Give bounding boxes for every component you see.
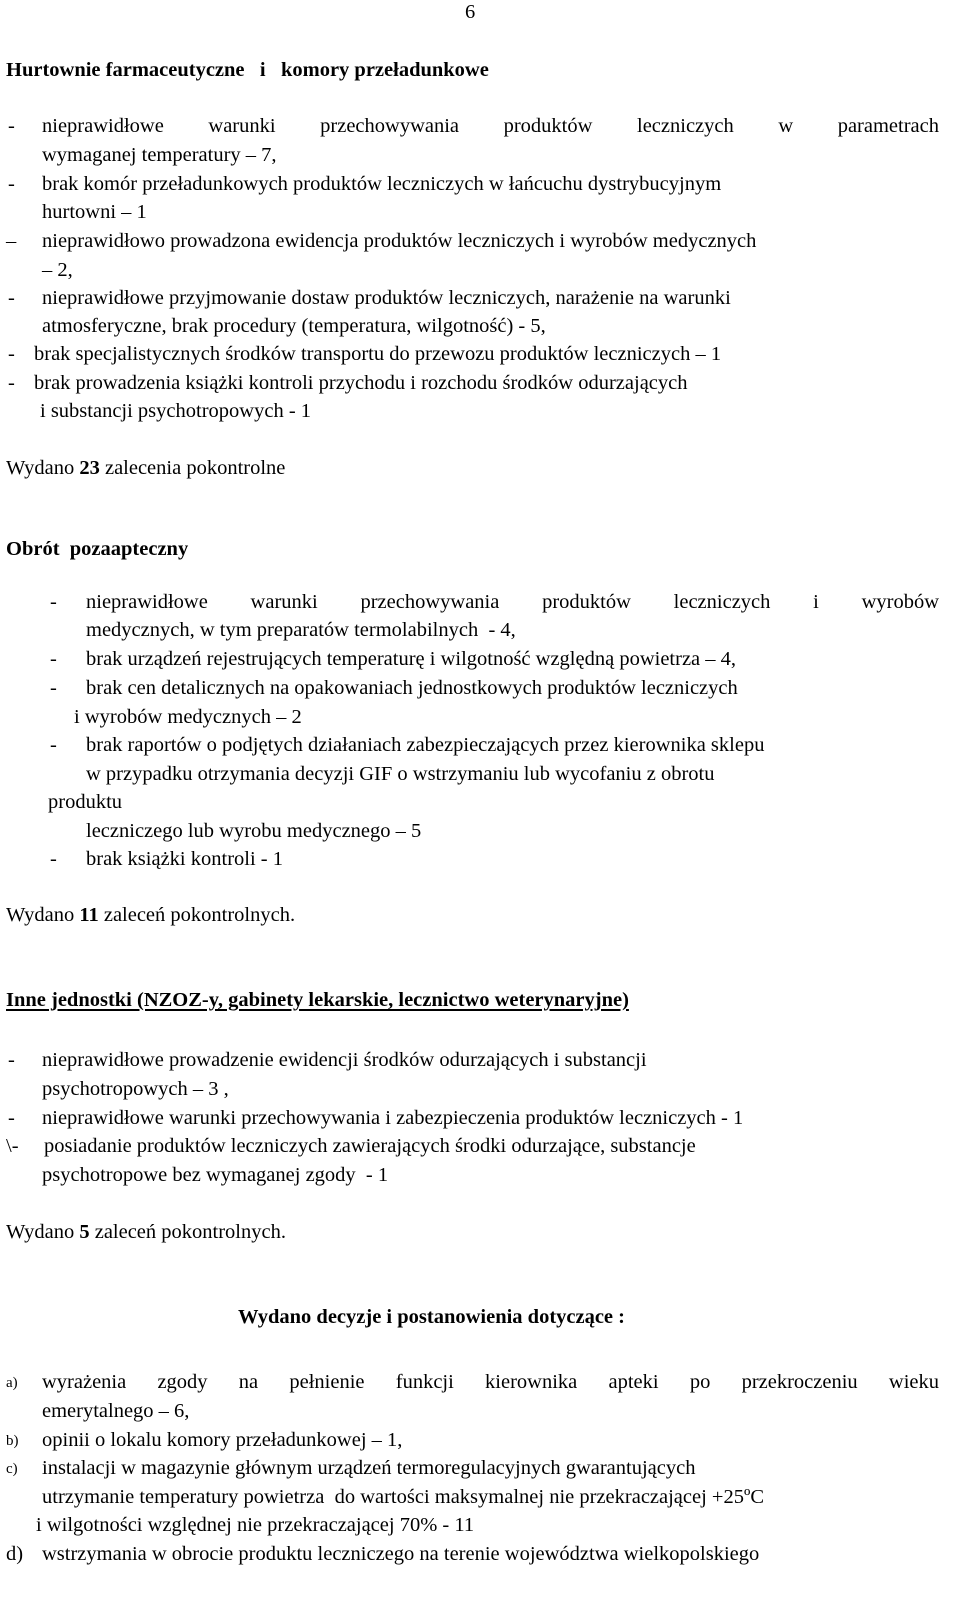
list-item-text: hurtowni – 1	[42, 201, 147, 223]
list-item-text: leczniczego lub wyrobu medycznego – 5	[86, 820, 422, 842]
section-heading-decisions: Wydano decyzje i postanowienia dotyczące :	[238, 1306, 625, 1328]
list-item-dash: -	[8, 1107, 15, 1129]
list-item-text: nieprawidłowe warunki przechowywania i zabezpieczenia produktów leczniczych - 1	[42, 1107, 744, 1129]
list-item-text: brak komór przeładunkowych produktów leczniczych w łańcuchu dystrybucyjnym	[42, 173, 722, 195]
summary-line	[6, 456, 285, 480]
list-item-text: brak prowadzenia książki kontroli przychodu i rozchodu środków odurzających	[34, 372, 688, 394]
list-item-text: atmosferyczne, brak procedury (temperatura, wilgotność) - 5,	[42, 315, 546, 337]
list-item-dash: -	[50, 848, 57, 870]
list-item-text: posiadanie produktów leczniczych zawierających środki odurzające, substancje	[44, 1135, 696, 1157]
list-item-text: nieprawidłowe przyjmowanie dostaw produktów leczniczych, narażenie na warunki	[42, 287, 731, 309]
list-item-text: wyrażenia zgody na pełnienie funkcji kierownika apteki po przekroczeniu wieku	[42, 1371, 939, 1393]
list-item-text: medycznych, w tym preparatów termolabilnych - 4,	[86, 619, 516, 641]
list-item-marker: c)	[6, 1461, 18, 1477]
summary-line	[6, 1220, 286, 1244]
list-item-text: nieprawidłowe warunki przechowywania produktów leczniczych i wyrobów	[86, 591, 939, 613]
list-item-text: – 2,	[42, 259, 73, 281]
list-item-text: opinii o lokalu komory przeładunkowej – 1,	[42, 1429, 403, 1451]
list-item-text: utrzymanie temperatury powietrza do wartości maksymalnej nie przekraczającej +25ºC	[42, 1486, 765, 1508]
summary-prefix: Wydano	[6, 904, 80, 926]
list-item-dash: -	[50, 591, 57, 613]
list-item-dash: -	[50, 677, 57, 699]
summary-line	[6, 903, 295, 927]
summary-count: 23	[79, 457, 100, 479]
list-item-text: psychotropowe bez wymaganej zgody - 1	[42, 1164, 389, 1186]
list-item-marker: a)	[6, 1375, 18, 1391]
list-item-text: emerytalnego – 6,	[42, 1400, 190, 1422]
list-item-text: w przypadku otrzymania decyzji GIF o wstrzymaniu lub wycofaniu z obrotu	[86, 763, 715, 785]
list-item-text: i wilgotności względnej nie przekraczającej 70% - 11	[36, 1514, 475, 1536]
list-item-text: brak raportów o podjętych działaniach zabezpieczających przez kierownika sklepu	[86, 734, 765, 756]
list-item-dash: -	[50, 648, 57, 670]
list-item-dash: \-	[6, 1135, 19, 1157]
list-item-text: produktu	[48, 791, 123, 813]
list-item-dash: -	[8, 343, 15, 365]
summary-count: 11	[79, 904, 99, 926]
list-item-dash: -	[8, 173, 15, 195]
list-item-text: nieprawidłowo prowadzona ewidencja produktów leczniczych i wyrobów medycznych	[42, 230, 757, 252]
summary-suffix: zaleceń pokontrolnych.	[89, 1221, 286, 1243]
list-item-text: i substancji psychotropowych - 1	[40, 400, 312, 422]
list-item-text: instalacji w magazynie głównym urządzeń termoregulacyjnych gwarantujących	[42, 1457, 696, 1479]
summary-prefix: Wydano	[6, 457, 80, 479]
list-item-text: brak cen detalicznych na opakowaniach jednostkowych produktów leczniczych	[86, 677, 738, 699]
list-item-text: wstrzymania w obrocie produktu leczniczego na terenie województwa wielkopolskiego	[42, 1543, 760, 1565]
list-item-marker: b)	[6, 1433, 19, 1449]
summary-prefix: Wydano	[6, 1221, 80, 1243]
summary-count: 5	[79, 1221, 90, 1243]
list-item-dash: -	[8, 372, 15, 394]
list-item-text: nieprawidłowe prowadzenie ewidencji środków odurzających i substancji	[42, 1049, 647, 1071]
summary-suffix: zalecenia pokontrolne	[99, 457, 286, 479]
section-heading-non-pharmacy: Obrót pozaapteczny	[6, 538, 189, 560]
summary-suffix: zaleceń pokontrolnych.	[98, 904, 296, 926]
list-item-text: psychotropowych – 3 ,	[42, 1078, 229, 1100]
list-item-text: brak książki kontroli - 1	[86, 848, 283, 870]
list-item-text: i wyrobów medycznych – 2	[74, 706, 302, 728]
page-number: 6	[465, 1, 476, 23]
list-item-dash: -	[50, 734, 57, 756]
list-item-dash: -	[8, 115, 15, 137]
section-heading-other-units: Inne jednostki (NZOZ-y, gabinety lekarskie, lecznictwo weterynaryjne)	[6, 989, 629, 1011]
list-item-text: nieprawidłowe warunki przechowywania produktów leczniczych w parametrach	[42, 115, 939, 137]
list-item-dash: -	[8, 287, 15, 309]
list-item-dash: -	[8, 1049, 15, 1071]
list-item-text: brak specjalistycznych środków transportu do przewozu produktów leczniczych – 1	[34, 343, 722, 365]
section-heading-wholesalers: Hurtownie farmaceutyczne i komory przeładunkowe	[6, 59, 489, 81]
list-item-marker: d)	[6, 1543, 24, 1565]
list-item-text: brak urządzeń rejestrujących temperaturę i wilgotność względną powietrza – 4,	[86, 648, 737, 670]
list-item-dash: –	[6, 230, 17, 252]
list-item-text: wymaganej temperatury – 7,	[42, 144, 277, 166]
